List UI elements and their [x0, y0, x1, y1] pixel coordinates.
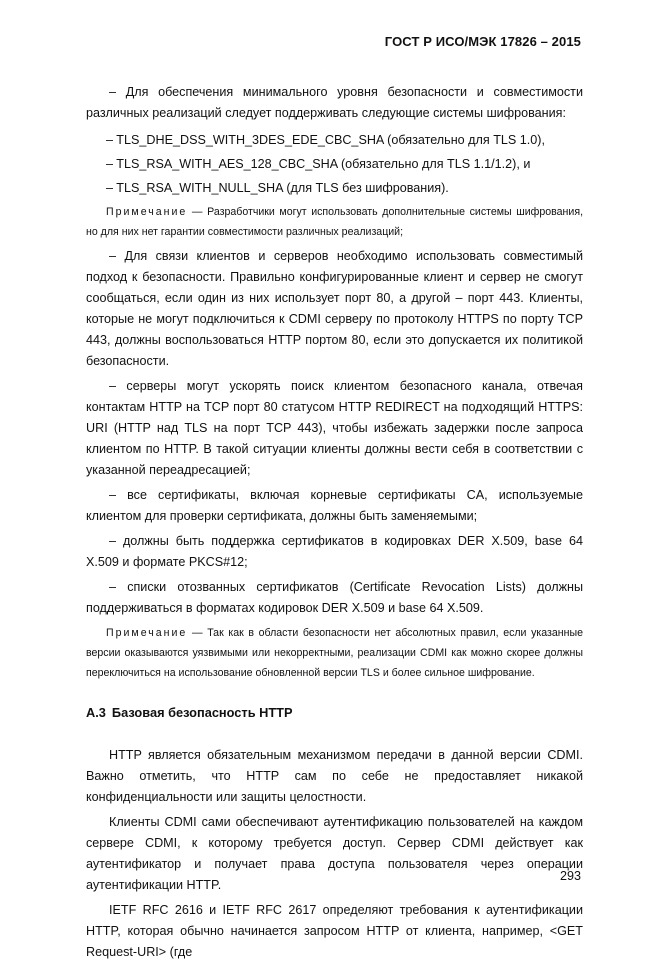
cipher-suite-item: – TLS_RSA_WITH_NULL_SHA (для TLS без шифрования).	[106, 181, 449, 195]
note-text: Разработчики могут использовать дополнительные системы шифрования, но для них нет гарантии совместимости различных реализаций;	[86, 206, 584, 238]
body-paragraph: HTTP является обязательным механизмом передачи в данной версии CDMI. Важно отметить, что HTTP сам по себе не предоставляет никакой конфиденциальности или защиты целостности.	[86, 748, 583, 804]
bullet-paragraph: – все сертификаты, включая корневые сертификаты CA, используемые клиентом для проверки сертификата, должны быть заменяемыми;	[86, 488, 583, 523]
document-header: ГОСТ Р ИСО/МЭК 17826 – 2015	[384, 34, 581, 49]
note-dash: —	[187, 627, 208, 639]
note-dash: —	[187, 206, 208, 218]
cipher-suite-list	[86, 128, 583, 200]
section-number: А.3	[86, 705, 106, 720]
page-content	[86, 82, 583, 967]
note-text: Так как в области безопасности нет абсолютных правил, если указанные версии оказываются уязвимыми или некорректными, реализации CDMI как можно скорее должны переключиться на использование обновленной версии TLS и более сильное шифрование.	[86, 627, 583, 679]
intro-paragraph: – Для обеспечения минимального уровня безопасности и совместимости различных реализаций следует поддерживать следующие системы шифрования:	[86, 85, 583, 120]
note-label: Примечание	[106, 206, 188, 218]
body-paragraph: Клиенты CDMI сами обеспечивают аутентификацию пользователей на каждом сервере CDMI, к которому требуется доступ. Сервер CDMI действует как аутентификатор и получает права доступа пользователя через операции аутентификации HTTP.	[86, 815, 583, 892]
section-heading	[86, 703, 583, 723]
body-paragraph: IETF RFC 2616 и IETF RFC 2617 определяют требования к аутентификации HTTP, которая обычно начинается запросом HTTP от клиента, например, <GET Request-URI> (где	[86, 903, 583, 959]
note-2	[86, 623, 583, 683]
section-title: Базовая безопасность HTTP	[111, 705, 293, 720]
cipher-suite-item: – TLS_DHE_DSS_WITH_3DES_EDE_CBC_SHA (обязательно для TLS 1.0),	[106, 133, 545, 147]
bullet-paragraph: – списки отозванных сертификатов (Certificate Revocation Lists) должны поддерживаться в форматах кодировок DER X.509 и base 64 X.509.	[86, 580, 583, 615]
bullet-paragraph: – серверы могут ускорять поиск клиентом безопасного канала, отвечая контактам HTTP на TCP порт 80 статусом HTTP REDIRECT на подходящий HTTPS: URI (HTTP над TLS на порт TCP 443), чтобы избежать задержки после запроса клиентом по HTTP. В такой ситуации клиенты должны вести себя в соответствии с указанной переадресацией;	[86, 379, 583, 477]
bullet-paragraph: – должны быть поддержка сертификатов в кодировках DER X.509, base 64 X.509 и формате PKCS#12;	[86, 534, 583, 569]
note-label: Примечание	[106, 627, 188, 639]
cipher-suite-item: – TLS_RSA_WITH_AES_128_CBC_SHA (обязательно для TLS 1.1/1.2), и	[106, 157, 531, 171]
page-number: 293	[559, 869, 581, 883]
note-1	[86, 202, 583, 242]
bullet-paragraph: – Для связи клиентов и серверов необходимо использовать совместимый подход к безопасности. Правильно конфигурированные клиент и сервер не смогут сообщаться, если один из них использует порт 80, а другой – порт 443. Клиенты, которые не могут подключиться к CDMI серверу по протоколу HTTPS по порту TCP 443, должны воспользоваться HTTP портом 80, если это допускается их политикой безопасности.	[86, 249, 583, 368]
